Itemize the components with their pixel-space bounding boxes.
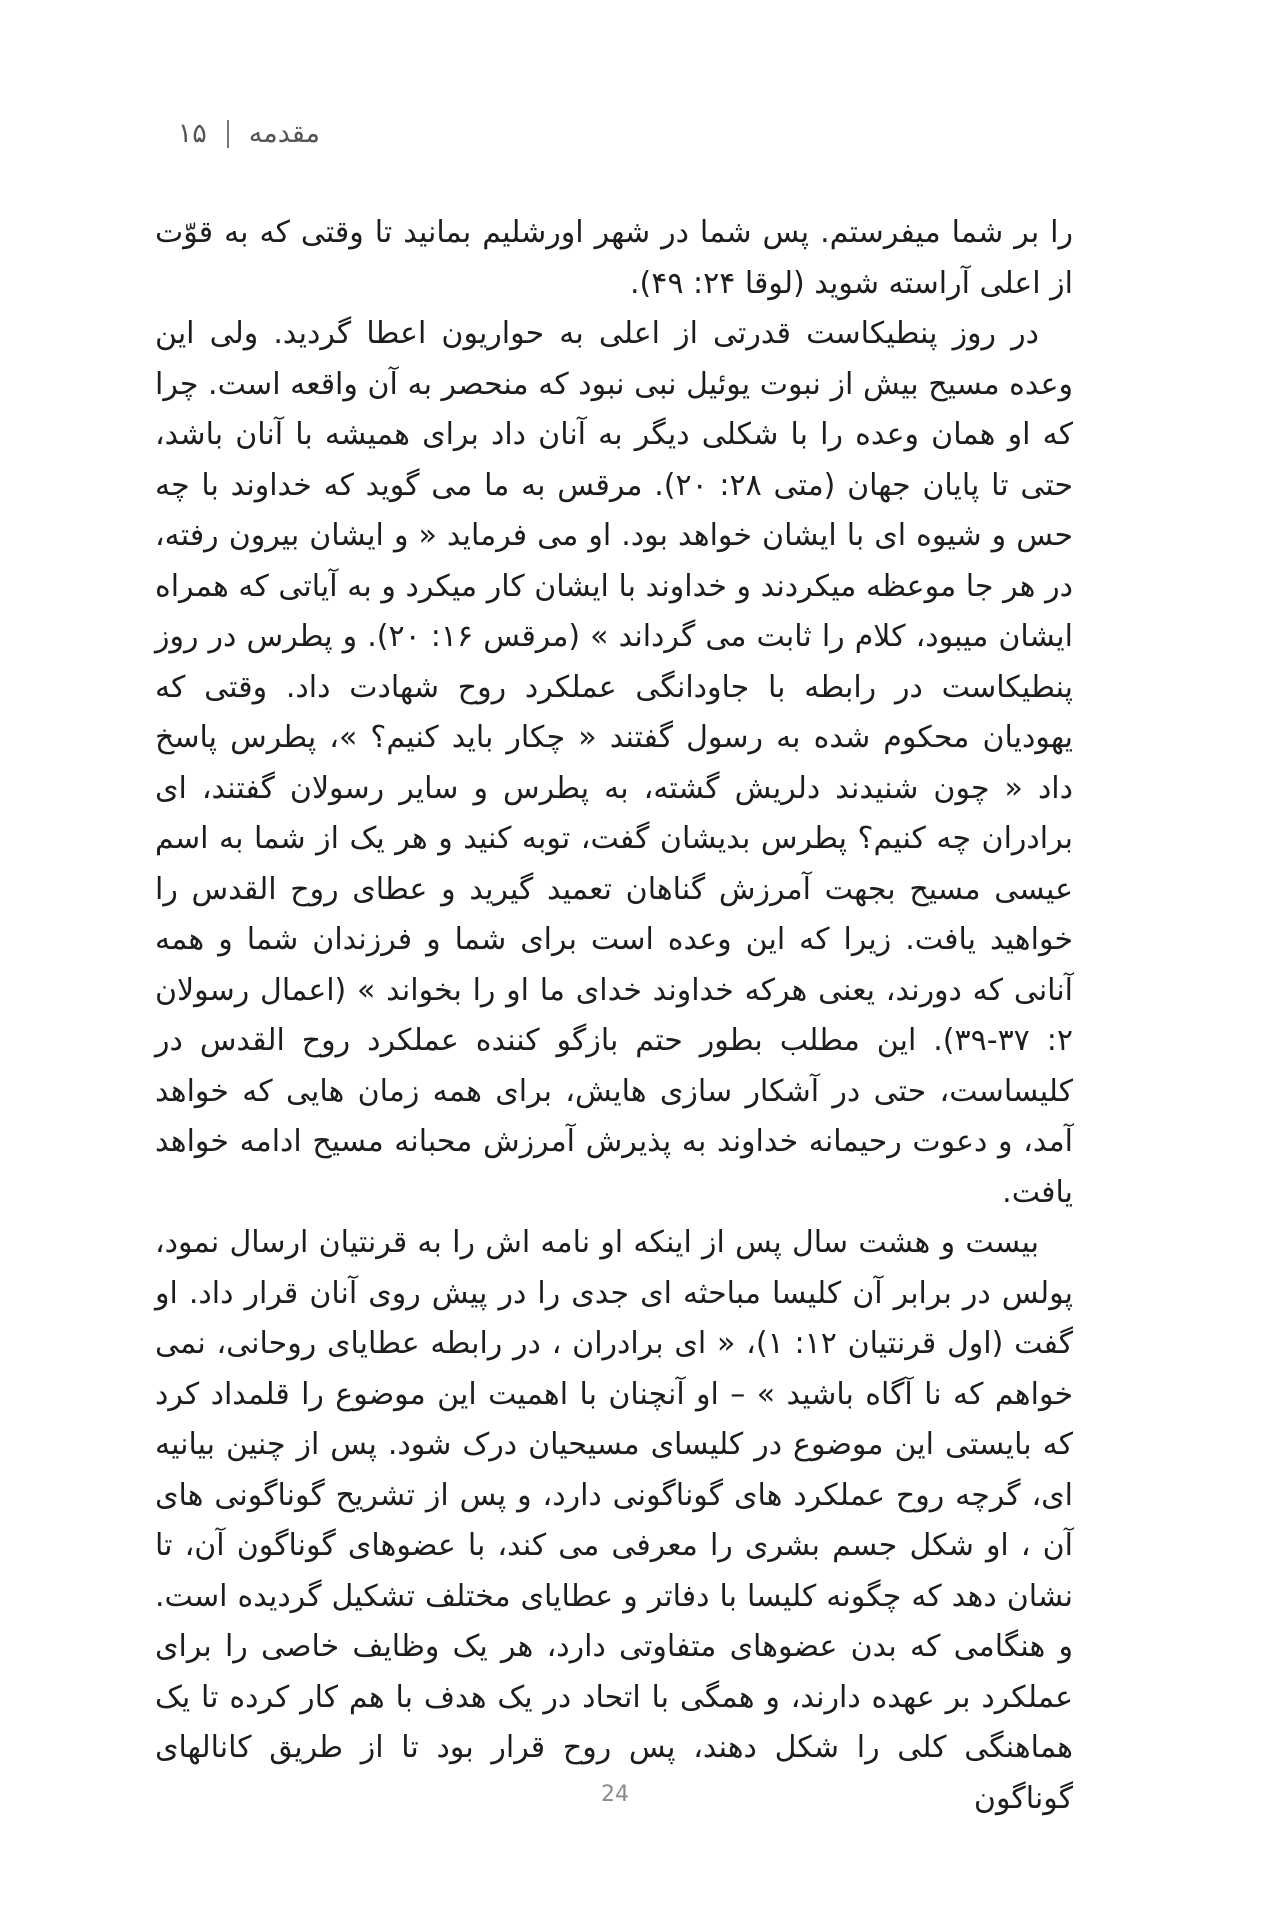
header-page-number: ۱۵ — [177, 118, 207, 149]
running-header — [150, 118, 320, 149]
folio-number: 24 — [601, 1782, 629, 1807]
header-divider — [227, 120, 229, 148]
paragraph-corinthians: بیست و هشت سال پس از اینکه او نامه اش را به قرنتیان ارسال نمود، پولس در برابر آن کلیسا مباحثه ای جدی را در پیش روی آنان قرار داد. او گفت (اول قرنتیان ۱۲: ۱)، « ای برادران ، در رابطه عطایای روحانی، نمی خواهم که نا آگاه باشید » – او آنچنان با اهمیت این موضوع را قلمداد کرد که بایستی این موضوع در کلیسای مسیحیان درک شود. پس از چنین بیانیه ای، گرچه روح عملکرد های گوناگونی دارد، و پس از تشریح گوناگونی های آن ، او شکل جسم بشری را معرفی می کند، با عضوهای گوناگون آن، تا نشان دهد که چگونه کلیسا با دفاتر و عطایای مختلف تشکیل گردیده است. و هنگامی که بدن عضوهای متفاوتی دارد، هر یک وظایف خاصی را برای عملکرد بر عهده دارند، و همگی با اتحاد در یک هدف با هم کار کرده تا یک هماهنگی کلی را شکل دهند، پس روح قرار بود تا از طریق کانالهای گوناگون — [155, 1225, 1073, 1816]
chapter-title: مقدمه — [248, 118, 320, 149]
body-text — [155, 208, 1073, 1824]
paragraph-pentecost: در روز پنطیکاست قدرتی از اعلی به حواریون اعطا گردید. ولی این وعده مسیح بیش از نبوت یوئیل نبی نبود که منحصر به آن واقعه است. چرا که او همان وعده را با شکلی دیگر به آنان داد برای همیشه با آنان باشد، حتی تا پایان جهان (متی ۲۸: ۲۰). مرقس به ما می گوید که خداوند با چه حس و شیوه ای با ایشان خواهد بود. او می فرماید « و ایشان بیرون رفته، در هر جا موعظه میکردند و خداوند با ایشان کار میکرد و به آیاتی که همراه ایشان میبود، کلام را ثابت می گرداند » (مرقس ۱۶: ۲۰). و پطرس در روز پنطیکاست در رابطه با جاودانگی عملکرد روح شهادت داد. وقتی که یهودیان محکوم شده به رسول گفتند « چکار باید کنیم؟ »، پطرس پاسخ داد « چون شنیدند دلریش گشته، به پطرس و سایر رسولان گفتند، ای برادران چه کنیم؟ پطرس بدیشان گفت، توبه کنید و هر یک از شما به اسم عیسی مسیح بجهت آمرزش گناهان تعمید گیرید و عطای روح القدس را خواهید یافت. زیرا که این وعده است برای شما و فرزندان شما و همه آنانی که دورند، یعنی هرکه خداوند خدای ما او را بخواند » (اعمال رسولان ۲: ۳۷-۳۹). این مطلب بطور حتم بازگو کننده عملکرد روح القدس در کلیساست، حتی در آشکار سازی هایش، برای همه زمان هایی که خواهد آمد، و دعوت رحیمانه خداوند به پذیرش آمرزش محبانه مسیح ادامه خواهد یافت. — [155, 316, 1073, 1210]
paragraph-continuation: را بر شما میفرستم. پس شما در شهر اورشلیم بمانید تا وقتی که به قوّت از اعلی آراسته شوید (لوقا ۲۴: ۴۹). — [155, 215, 1073, 301]
